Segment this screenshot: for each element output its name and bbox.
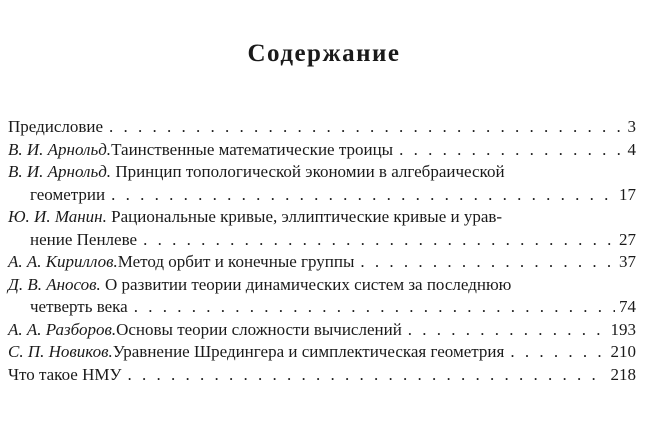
- toc-entry-title-line2: четверть века: [30, 297, 128, 316]
- dot-leader: [111, 184, 615, 207]
- table-of-contents: [8, 116, 636, 386]
- toc-entry-author: В. И. Арнольд.: [8, 139, 112, 159]
- toc-page-number: 218: [610, 364, 636, 384]
- toc-entry-manin: [8, 206, 636, 251]
- toc-page-number: 210: [610, 342, 636, 361]
- page-title: Содержание: [247, 40, 401, 67]
- toc-entry-title: Основы теории сложности вычислений: [116, 319, 402, 339]
- toc-page-number: 27: [619, 229, 636, 249]
- toc-entry-kirillov: [8, 251, 636, 274]
- toc-entry-author: Д. В. Аносов.: [8, 274, 101, 294]
- dot-leader: [408, 319, 607, 342]
- toc-entry-preface: [8, 116, 636, 139]
- toc-entry-arnold-trinities: [8, 139, 636, 162]
- toc-entry-title: Метод орбит и конечные группы: [117, 252, 355, 271]
- toc-entry-author: Ю. И. Манин.: [8, 207, 107, 226]
- toc-entry-arnold-economy: [8, 161, 636, 206]
- toc-entry-title: Что такое НМУ: [8, 364, 122, 384]
- toc-page-number: 4: [627, 139, 636, 159]
- dot-leader: [399, 139, 623, 162]
- toc-entry-title: Предисловие: [8, 117, 104, 136]
- dot-leader: [109, 116, 623, 139]
- toc-entry-title-line2: нение Пенлеве: [30, 229, 138, 249]
- toc-entry-title-line1: О развитии теории динамических систем за последнюю: [105, 274, 512, 294]
- dot-leader: [128, 364, 607, 387]
- toc-entry-title: Уравнение Шредингера и симплектическая геометрия: [112, 342, 505, 361]
- dot-leader: [134, 296, 615, 319]
- toc-entry-nmu: [8, 364, 636, 387]
- dot-leader: [510, 341, 606, 364]
- toc-entry-author: В. И. Арнольд.: [8, 162, 112, 181]
- toc-page-number: 37: [619, 252, 636, 271]
- toc-entry-title: Таинственные математические троицы: [111, 139, 394, 159]
- toc-page-number: 74: [619, 297, 636, 316]
- toc-entry-title-line1: Рациональные кривые, эллиптические кривые и урав-: [111, 207, 503, 226]
- dot-leader: [143, 229, 615, 252]
- toc-entry-author: С. П. Новиков.: [8, 342, 113, 361]
- toc-page-number: 193: [610, 319, 636, 339]
- toc-entry-razborov: [8, 319, 636, 342]
- toc-page-number: 17: [619, 184, 636, 204]
- toc-entry-title-line2: геометрии: [30, 184, 106, 204]
- toc-entry-anosov: [8, 274, 636, 319]
- toc-entry-author: А. А. Кириллов.: [8, 252, 118, 271]
- toc-entry-title-line1: Принцип топологической экономии в алгебраической: [115, 162, 505, 181]
- toc-entry-author: А. А. Разборов.: [8, 319, 117, 339]
- dot-leader: [360, 251, 615, 274]
- toc-entry-novikov: [8, 341, 636, 364]
- toc-page-number: 3: [627, 117, 636, 136]
